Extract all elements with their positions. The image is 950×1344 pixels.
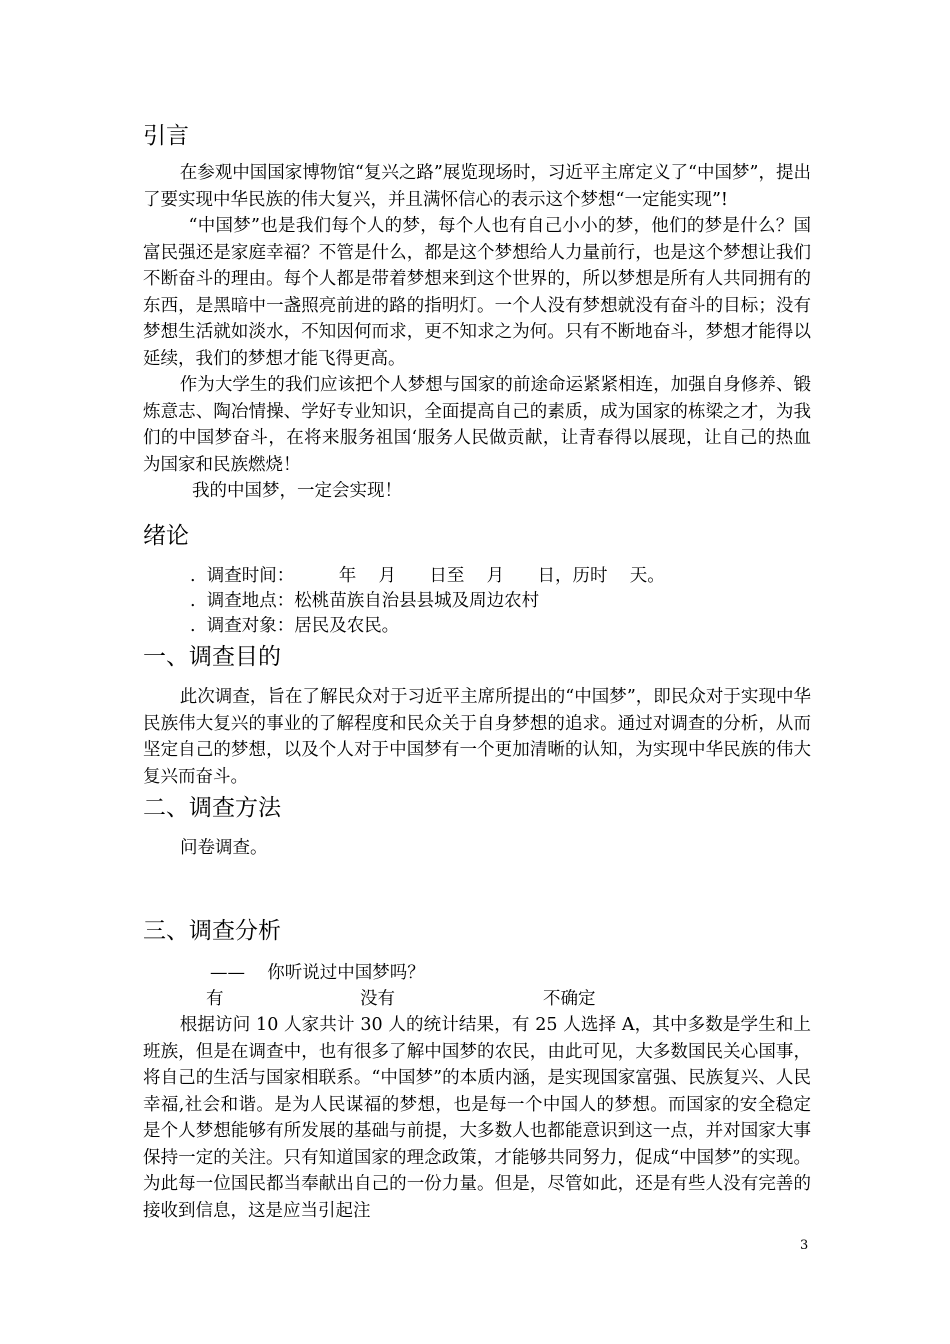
intro-heading: 引言: [143, 123, 189, 149]
survey-option-yes: 有: [206, 989, 224, 1009]
overview-heading: 绪论: [143, 523, 189, 549]
intro-body: [143, 160, 811, 505]
overview-item-subjects: . 调查对象：居民及农民。: [190, 616, 400, 636]
survey-option-unsure: 不确定: [543, 989, 596, 1009]
overview-item-location: . 调查地点：松桃苗族自治县县城及周边农村: [190, 591, 540, 611]
intro-paragraph: 作为大学生的我们应该把个人梦想与国家的前途命运紧紧相连，加强自身修养、锻炼意志、陶冶情操、学好专业知识，全面提高自己的素质，成为国家的栋梁之才，为我们的中国梦奋斗，在将来服务祖国‘服务人民做贡献，让青春得以展现，让自己的热血为国家和民族燃烧！: [143, 375, 811, 475]
page-number: 3: [800, 1238, 809, 1253]
intro-paragraph: 我的中国梦，一定会实现！: [192, 481, 402, 501]
analysis-heading: 三、调查分析: [143, 918, 281, 944]
intro-paragraph: 在参观中国国家博物馆“复兴之路”展览现场时，习近平主席定义了“中国梦”，提出了要实现中华民族的伟大复兴，并且满怀信心的表示这个梦想“一定能实现”!: [143, 163, 811, 210]
analysis-body: [143, 1012, 811, 1224]
method-heading: 二、调查方法: [143, 795, 281, 821]
analysis-paragraph: 根据访问 10 人家共计 30 人的统计结果，有 25 人选择 A，其中多数是学生和上班族，但是在调查中，也有很多了解中国梦的农民，由此可见，大多数国民关心国事，将自己的生活与国家相联系。“中国梦”的本质内涵，是实现国家富强、民族复兴、人民幸福,社会和谐。是为人民谋福的梦想，也是每一个中国人的梦想。而国家的安全稳定是个人梦想能够有所发展的基础与前提，大多数人也都能意识到这一点，并对国家大事保持一定的关注。只有知道国家的理念政策，才能够共同努力，促成“中国梦”的实现。为此每一位国民都当奉献出自己的一份力量。但是，尽管如此，还是有些人没有完善的接收到信息，这是应当引起注: [143, 1015, 811, 1221]
survey-question: —— 你听说过中国梦吗？: [210, 963, 425, 983]
purpose-paragraph: 此次调查，旨在了解民众对于习近平主席所提出的“中国梦”，即民众对于实现中华民族伟大复兴的事业的了解程度和民众关于自身梦想的追求。通过对调查的分析，从而坚定自己的梦想，以及个人对于中国梦有一个更加清晰的认知，为实现中华民族的伟大复兴而奋斗。: [143, 687, 811, 787]
survey-option-no: 没有: [360, 989, 395, 1009]
overview-item-time: . 调查时间： 年 月 日至 月 日，历时 天。: [190, 566, 665, 586]
method-text: 问卷调查。: [180, 838, 268, 858]
purpose-heading: 一、调查目的: [143, 644, 281, 670]
intro-paragraph: “中国梦”也是我们每个人的梦，每个人也有自己小小的梦，他们的梦是什么？国富民强还是家庭幸福？不管是什么，都是这个梦想给人力量前行，也是这个梦想让我们不断奋斗的理由。每个人都是带着梦想来到这个世界的，所以梦想是所有人共同拥有的东西，是黑暗中一盏照亮前进的路的指明灯。一个人没有梦想就没有奋斗的目标；没有梦想生活就如淡水，不知因何而求，更不知求之为何。只有不断地奋斗，梦想才能得以延续，我们的梦想才能飞得更高。: [143, 216, 811, 369]
purpose-body: [143, 684, 811, 790]
